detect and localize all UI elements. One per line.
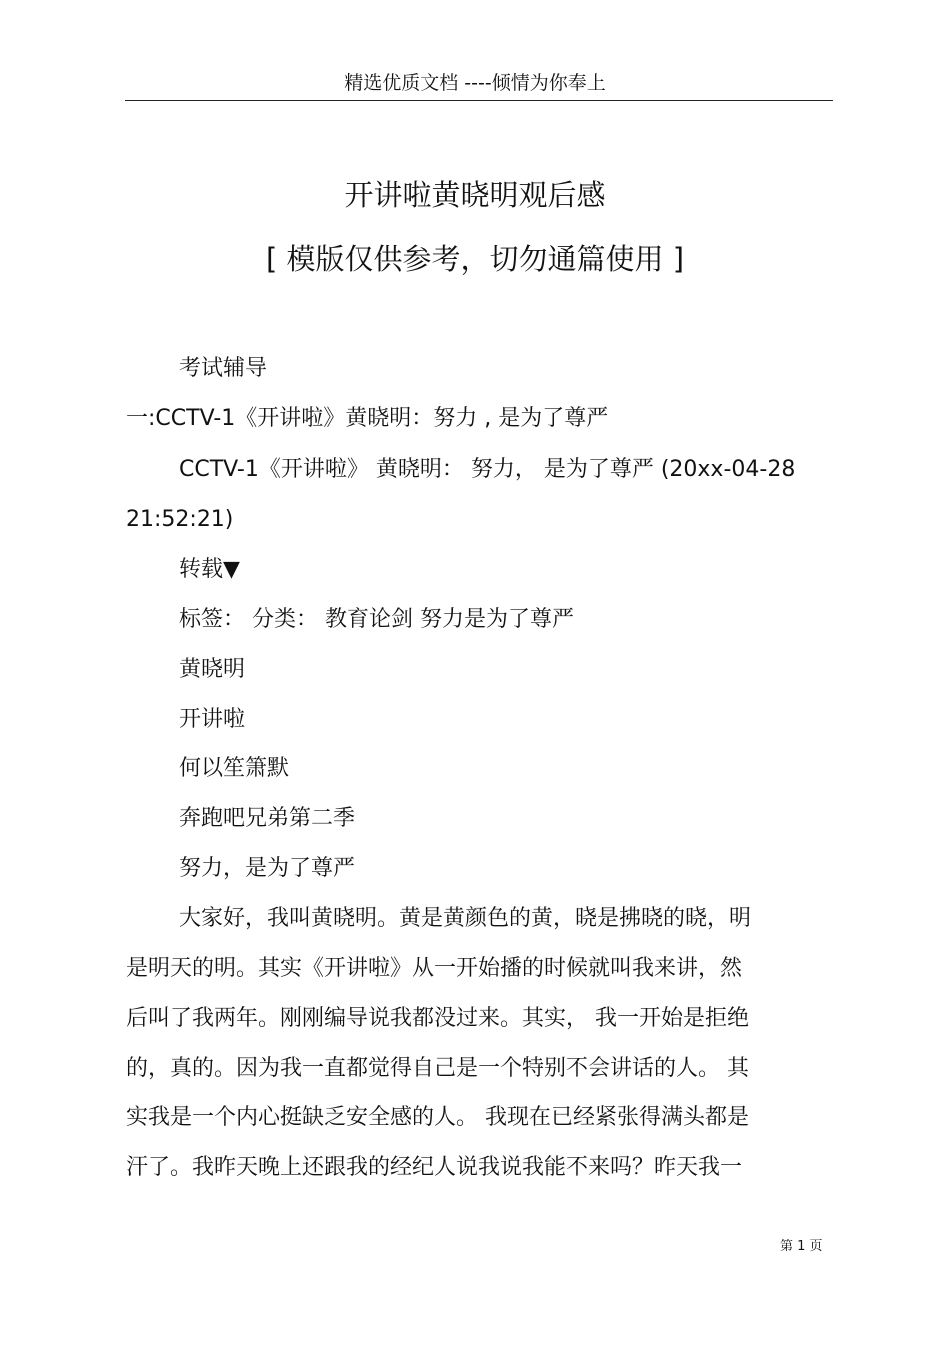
body-line: 后叫了我两年。刚刚编导说我都没过来。其实， 我一开始是拒绝 [126,1006,749,1031]
body-line: 奔跑吧兄弟第二季 [179,806,356,831]
body-line: 21:52:21) [126,507,234,532]
body-line: 的，真的。因为我一直都觉得自己是一个特别不会讲话的人。 其 [126,1056,749,1081]
body-line: CCTV-1《开讲啦》 黄晓明： 努力， 是为了尊严 (20xx-04-28 [179,457,796,482]
body-line: 是明天的明。其实《开讲啦》从一开始播的时候就叫我来讲，然 [126,956,743,981]
body-line: 实我是一个内心挺缺乏安全感的人。 我现在已经紧张得满头都是 [126,1105,749,1130]
document-title: 开讲啦黄晓明观后感 [344,178,606,212]
document-subtitle: [ 模版仅供参考，切勿通篇使用 ] [265,242,685,276]
body-line: 黄晓明 [179,657,246,682]
body-line: 考试辅导 [179,356,268,381]
body-line: 转载▼ [179,557,240,582]
body-line: 汗了。我昨天晚上还跟我的经纪人说我说我能不来吗？昨天我一 [126,1155,743,1180]
body-line: 标签： 分类： 教育论剑 努力是为了尊严 [179,607,574,632]
body-line: 何以笙箫默 [179,756,290,781]
page-header: 精选优质文档 ----倾情为你奉上 [344,72,606,94]
body-line: 开讲啦 [179,707,246,732]
body-line: 一:CCTV-1《开讲啦》黄晓明：努力 , 是为了尊严 [126,406,609,431]
page-number: 第 1 页 [780,1239,823,1254]
body-line: 大家好，我叫黄晓明。黄是黄颜色的黄，晓是拂晓的晓，明 [179,906,752,931]
body-line: 努力，是为了尊严 [179,856,356,881]
header-rule [125,100,833,101]
